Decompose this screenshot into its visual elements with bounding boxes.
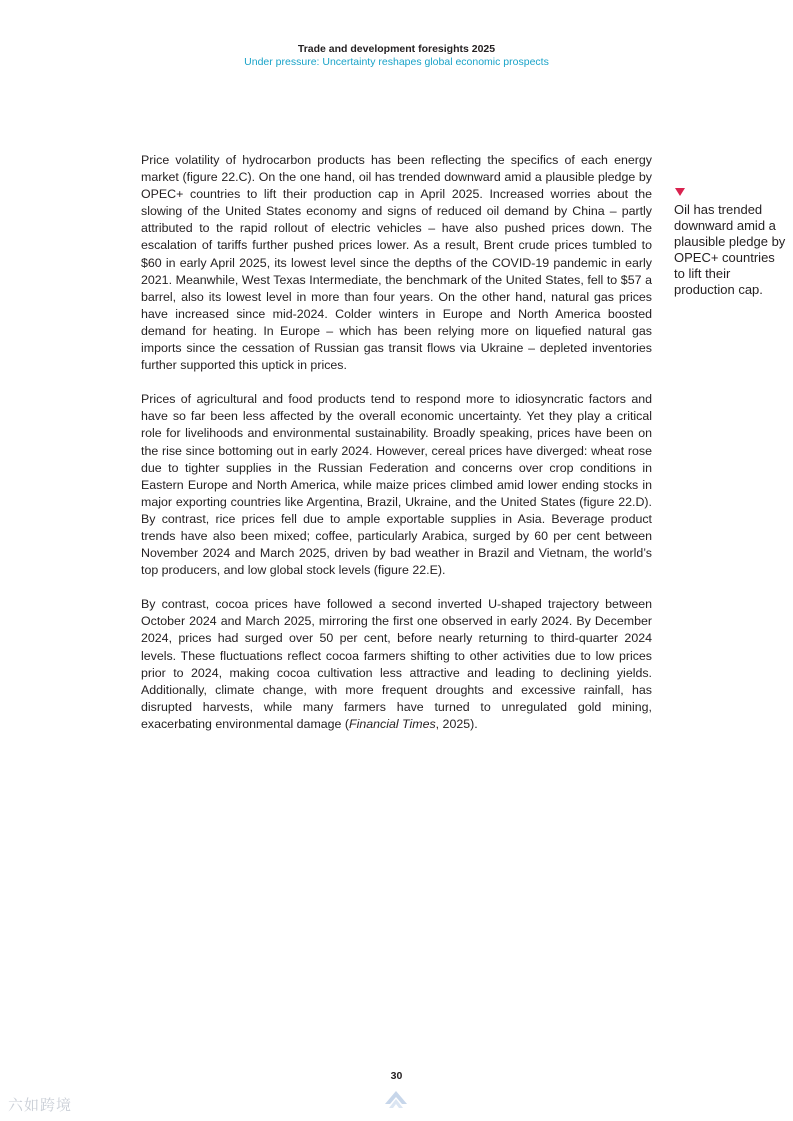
running-header	[0, 43, 793, 69]
paragraph-cocoa-main: By contrast, cocoa prices have followed a second inverted U-shaped trajectory between October 2024 and March 2025, mirroring the first one observed in early 2024. By December 2024, prices had surged over 50 per cent, before nearly returning to third-quarter 2024 levels. These fluctuations reflect cocoa farmers shifting to other activities due to low prices prior to 2024, making cocoa cultivation less attractive and leading to declining yields. Additionally, climate change, with more frequent droughts and excessive rainfall, has disrupted harvests, while many farmers have turned to unregulated gold mining, exacerbating environmental damage (	[141, 597, 652, 731]
watermark-logo: 六如跨境	[8, 1096, 73, 1114]
chapter-subtitle: Under pressure: Uncertainty reshapes global economic prospects	[244, 56, 549, 68]
main-body	[141, 152, 652, 750]
citation-source: Financial Times	[349, 716, 436, 731]
paragraph-cocoa-tail: , 2025).	[435, 716, 478, 731]
scroll-to-top-icon[interactable]	[383, 1089, 409, 1113]
paragraph-agriculture: Prices of agricultural and food products tend to respond more to idiosyncratic factors and have so far been less affected by the overall economic uncertainty. Yet they play a critical role for livelihoods and environmental sustainability. Broadly speaking, prices have been on the rise since bottoming out in early 2024. However, cereal prices have diverged: wheat rose due to tighter supplies in the Russian Federation and concerns over crop conditions in Eastern Europe and North America, while maize prices climbed amid lower ending stocks in major exporting countries like Argentina, Brazil, Ukraine, and the United States (figure 22.D). By contrast, rice prices fell due to ample exportable supplies in Asia. Beverage product trends have also been mixed; coffee, particularly Arabica, surged by 60 per cent between November 2024 and March 2025, driven by bad weather in Brazil and Vietnam, the world’s top producers, and low global stock levels (figure 22.E).	[141, 392, 652, 578]
callout-text: Oil has trended downward amid a plausible pledge by OPEC+ countries to lift their production cap.	[674, 202, 786, 297]
margin-callout	[674, 188, 786, 298]
report-title: Trade and development foresights 2025	[297, 43, 496, 55]
page-number: 30	[390, 1070, 403, 1082]
triangle-down-icon	[675, 188, 685, 196]
paragraph-cocoa	[141, 596, 652, 733]
paragraph-hydrocarbons: Price volatility of hydrocarbon products has been reflecting the specifics of each energy market (figure 22.C). On the one hand, oil has trended downward amid a plausible pledge by OPEC+ countries to lift their production cap in April 2025. Increased worries about the slowing of the United States economy and signs of reduced oil demand by China – partly attributed to the rapid rollout of electric vehicles – have also pushed prices down. The escalation of tariffs further pushed prices lower. As a result, Brent crude prices tumbled to $60 in early April 2025, its lowest level since the depths of the COVID-19 pandemic in early 2021. Meanwhile, West Texas Intermediate, the benchmark of the United States, fell to $57 a barrel, also its lowest level in more than four years. On the other hand, natural gas prices have increased since mid-2024. Colder winters in Europe and North America boosted demand for heating. In Europe – which has been relying more on liquefied natural gas imports since the cessation of Russian gas transit flows via Ukraine – depleted inventories further supported this uptick in prices.	[141, 153, 652, 373]
